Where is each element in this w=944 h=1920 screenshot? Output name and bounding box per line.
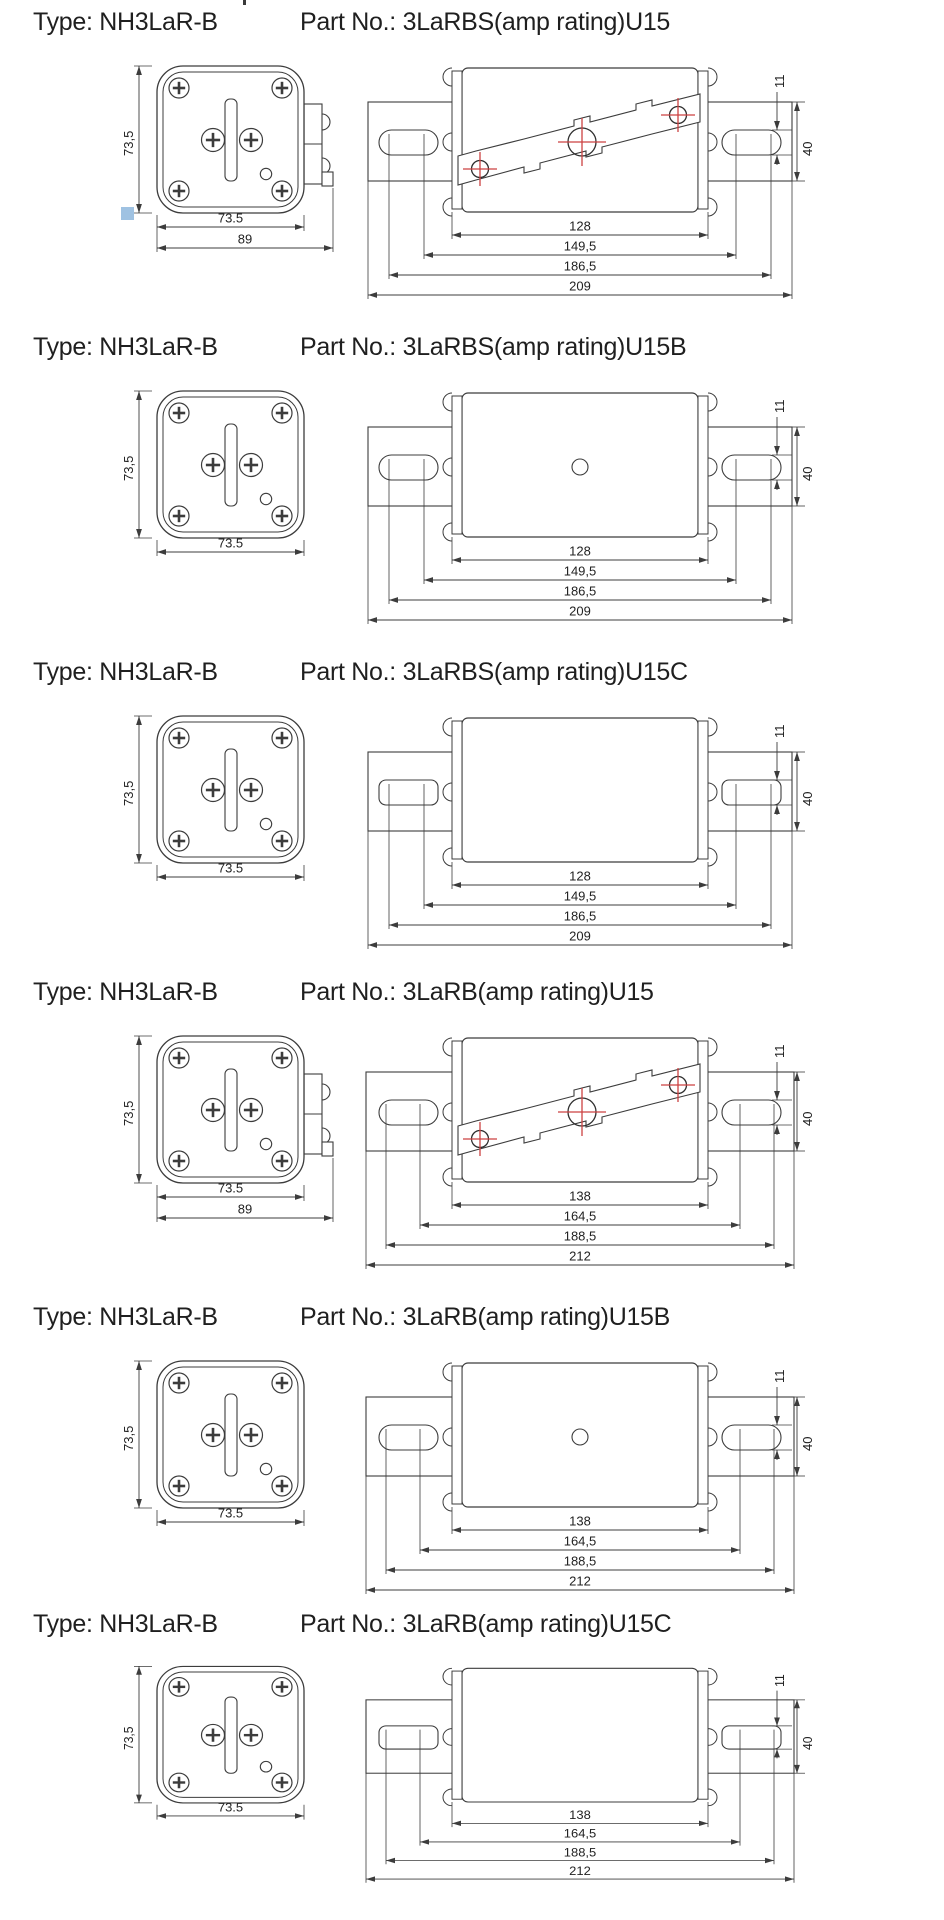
technical-drawing [0, 694, 944, 960]
dimension-label: 40 [800, 1111, 815, 1126]
side-view [368, 68, 815, 299]
dimension-label: 11 [772, 74, 787, 88]
dimension-label: 73.5 [217, 1801, 244, 1815]
phillips-screw-icon [272, 506, 292, 526]
front-view [122, 1666, 304, 1819]
type-label: Type: NH3LaR-B [33, 8, 218, 36]
fuse-body [443, 1038, 717, 1186]
type-label: Type: NH3LaR-B [33, 978, 218, 1006]
phillips-screw-icon [240, 1099, 263, 1122]
phillips-screw-icon [169, 1476, 189, 1496]
phillips-screw-icon [240, 129, 263, 152]
phillips-screw-icon [272, 78, 292, 98]
phillips-screw-icon [240, 1724, 263, 1745]
dimension-label: 138 [569, 1808, 591, 1823]
mounting-slot [722, 455, 781, 480]
drawing-section [0, 1610, 944, 1893]
section-title [0, 1303, 944, 1339]
dimension-label: 186,5 [563, 908, 597, 924]
dimension-label: 212 [569, 1573, 591, 1589]
drawing-section [0, 8, 944, 310]
side-view [366, 1038, 815, 1269]
technical-drawing [0, 44, 944, 310]
fuse-front-body [157, 716, 304, 863]
fuse-body [443, 393, 717, 541]
mounting-slot [379, 455, 438, 480]
dimension-label: 73.5 [217, 860, 244, 876]
front-view [121, 1036, 333, 1222]
dimension-label: 40 [800, 791, 815, 806]
phillips-screw-icon [202, 1099, 225, 1122]
dimension-label: 138 [569, 1188, 591, 1204]
phillips-screw-icon [169, 1678, 189, 1697]
front-view [121, 66, 333, 252]
phillips-screw-icon [169, 1151, 189, 1171]
drawing-section [0, 658, 944, 960]
dimension-label: 11 [772, 1674, 788, 1687]
phillips-screw-icon [240, 1424, 263, 1447]
drawing-section [0, 1303, 944, 1605]
dimension-label: 188,5 [563, 1845, 597, 1860]
dimension-label: 212 [569, 1864, 591, 1878]
part-number-label: Part No.: 3LaRB(amp rating)U15 [300, 978, 654, 1006]
phillips-screw-icon [272, 1048, 292, 1068]
fuse-front-body [157, 1036, 304, 1183]
phillips-screw-icon [169, 831, 189, 851]
dimension-label: 40 [800, 141, 815, 156]
dimension-label: 73,5 [121, 1726, 137, 1750]
part-number-label: Part No.: 3LaRBS(amp rating)U15B [300, 333, 687, 361]
phillips-screw-icon [169, 403, 189, 423]
dimension-label: 149,5 [563, 238, 597, 254]
fuse-body [443, 1668, 717, 1805]
dimension-label: 11 [772, 1044, 787, 1058]
fuse-body [443, 718, 717, 866]
type-label: Type: NH3LaR-B [33, 1303, 218, 1331]
phillips-screw-icon [240, 779, 263, 802]
dimension-label: 40 [800, 1736, 816, 1750]
dimension-label: 164,5 [563, 1533, 597, 1549]
mounting-slot [722, 780, 781, 805]
phillips-screw-icon [272, 1151, 292, 1171]
dimension-label: 11 [772, 724, 787, 738]
mounting-slot [722, 130, 781, 155]
phillips-screw-icon [272, 1373, 292, 1393]
phillips-screw-icon [169, 506, 189, 526]
side-view [368, 393, 815, 624]
dimension-label: 188,5 [563, 1553, 597, 1569]
mounting-slot [379, 130, 438, 155]
dimension-label: 128 [569, 868, 591, 884]
phillips-screw-icon [169, 728, 189, 748]
center-slot [225, 1697, 237, 1773]
center-slot [225, 99, 237, 181]
phillips-screw-icon [272, 831, 292, 851]
fuse-body [443, 1363, 717, 1511]
section-title [0, 8, 944, 44]
dimension-label: 186,5 [563, 258, 597, 274]
phillips-screw-icon [272, 1476, 292, 1496]
mounting-slot [379, 1100, 438, 1125]
mounting-slot [722, 1726, 781, 1749]
dimension-label: 73,5 [121, 130, 136, 156]
dimension-label: 89 [237, 1201, 253, 1217]
dimension-label: 149,5 [563, 563, 597, 579]
front-view [121, 716, 304, 881]
dimension-label: 73.5 [217, 1505, 244, 1521]
dimension-label: 11 [772, 399, 787, 413]
phillips-screw-icon [272, 403, 292, 423]
dimension-label: 73,5 [121, 780, 136, 806]
center-slot [225, 424, 237, 506]
dimension-label: 73.5 [217, 535, 244, 551]
front-view [121, 391, 304, 556]
highlight-marker [121, 207, 134, 220]
mounting-slot [379, 780, 438, 805]
side-view [366, 1363, 815, 1594]
phillips-screw-icon [202, 779, 225, 802]
phillips-screw-icon [202, 454, 225, 477]
phillips-screw-icon [202, 1724, 225, 1745]
type-label: Type: NH3LaR-B [33, 333, 218, 361]
dimension-label: 11 [772, 1369, 787, 1383]
technical-drawing [0, 1646, 944, 1893]
dimension-label: 212 [569, 1248, 591, 1264]
part-number-label: Part No.: 3LaRBS(amp rating)U15 [300, 8, 671, 36]
drawing-section [0, 978, 944, 1280]
dimension-label: 186,5 [563, 583, 597, 599]
phillips-screw-icon [169, 78, 189, 98]
dimension-label: 40 [800, 1436, 815, 1451]
fuse-front-body [157, 66, 304, 213]
dimension-label: 128 [569, 218, 591, 234]
dimension-label: 164,5 [563, 1827, 597, 1841]
dimension-label: 73.5 [217, 210, 244, 226]
type-label: Type: NH3LaR-B [33, 1610, 218, 1638]
part-number-label: Part No.: 3LaRB(amp rating)U15B [300, 1303, 671, 1331]
mounting-slot [379, 1726, 438, 1749]
center-slot [225, 1069, 237, 1151]
phillips-screw-icon [272, 181, 292, 201]
dimension-label: 73,5 [121, 455, 136, 481]
dimension-label: 138 [569, 1513, 591, 1529]
side-view [366, 1668, 815, 1883]
mounting-slot [722, 1100, 781, 1125]
phillips-screw-icon [202, 129, 225, 152]
phillips-screw-icon [169, 1048, 189, 1068]
section-title [0, 978, 944, 1014]
center-slot [225, 1394, 237, 1476]
section-title [0, 658, 944, 694]
page-edge-artifact [243, 0, 246, 5]
front-view [121, 1361, 304, 1526]
mounting-slot [722, 1425, 781, 1450]
dimension-label: 73,5 [121, 1425, 136, 1451]
section-title [0, 333, 944, 369]
side-bracket [304, 1074, 333, 1156]
fuse-front-body [157, 391, 304, 538]
dimension-label: 89 [237, 231, 253, 247]
technical-drawing [0, 1014, 944, 1280]
phillips-screw-icon [272, 1678, 292, 1697]
side-view [368, 718, 815, 949]
dimension-label: 73,5 [121, 1100, 136, 1126]
technical-drawing [0, 369, 944, 635]
technical-drawing [0, 1339, 944, 1605]
type-label: Type: NH3LaR-B [33, 658, 218, 686]
phillips-screw-icon [169, 1373, 189, 1393]
fuse-front-body [157, 1666, 304, 1803]
part-number-label: Part No.: 3LaRBS(amp rating)U15C [300, 658, 688, 686]
dimension-label: 40 [800, 466, 815, 481]
fuse-body [443, 68, 717, 216]
drawing-section [0, 333, 944, 635]
dimension-label: 164,5 [563, 1208, 597, 1224]
center-slot [225, 749, 237, 831]
side-bracket [304, 104, 333, 186]
dimension-label: 209 [569, 928, 591, 944]
part-number-label: Part No.: 3LaRB(amp rating)U15C [300, 1610, 672, 1638]
phillips-screw-icon [169, 181, 189, 201]
fuse-front-body [157, 1361, 304, 1508]
phillips-screw-icon [202, 1424, 225, 1447]
section-title [0, 1610, 944, 1646]
dimension-label: 209 [569, 603, 591, 619]
phillips-screw-icon [169, 1773, 189, 1792]
phillips-screw-icon [272, 1773, 292, 1792]
dimension-label: 128 [569, 543, 591, 559]
phillips-screw-icon [272, 728, 292, 748]
dimension-label: 188,5 [563, 1228, 597, 1244]
dimension-label: 73.5 [217, 1180, 244, 1196]
mounting-slot [379, 1425, 438, 1450]
dimension-label: 149,5 [563, 888, 597, 904]
dimension-label: 209 [569, 278, 591, 294]
phillips-screw-icon [240, 454, 263, 477]
